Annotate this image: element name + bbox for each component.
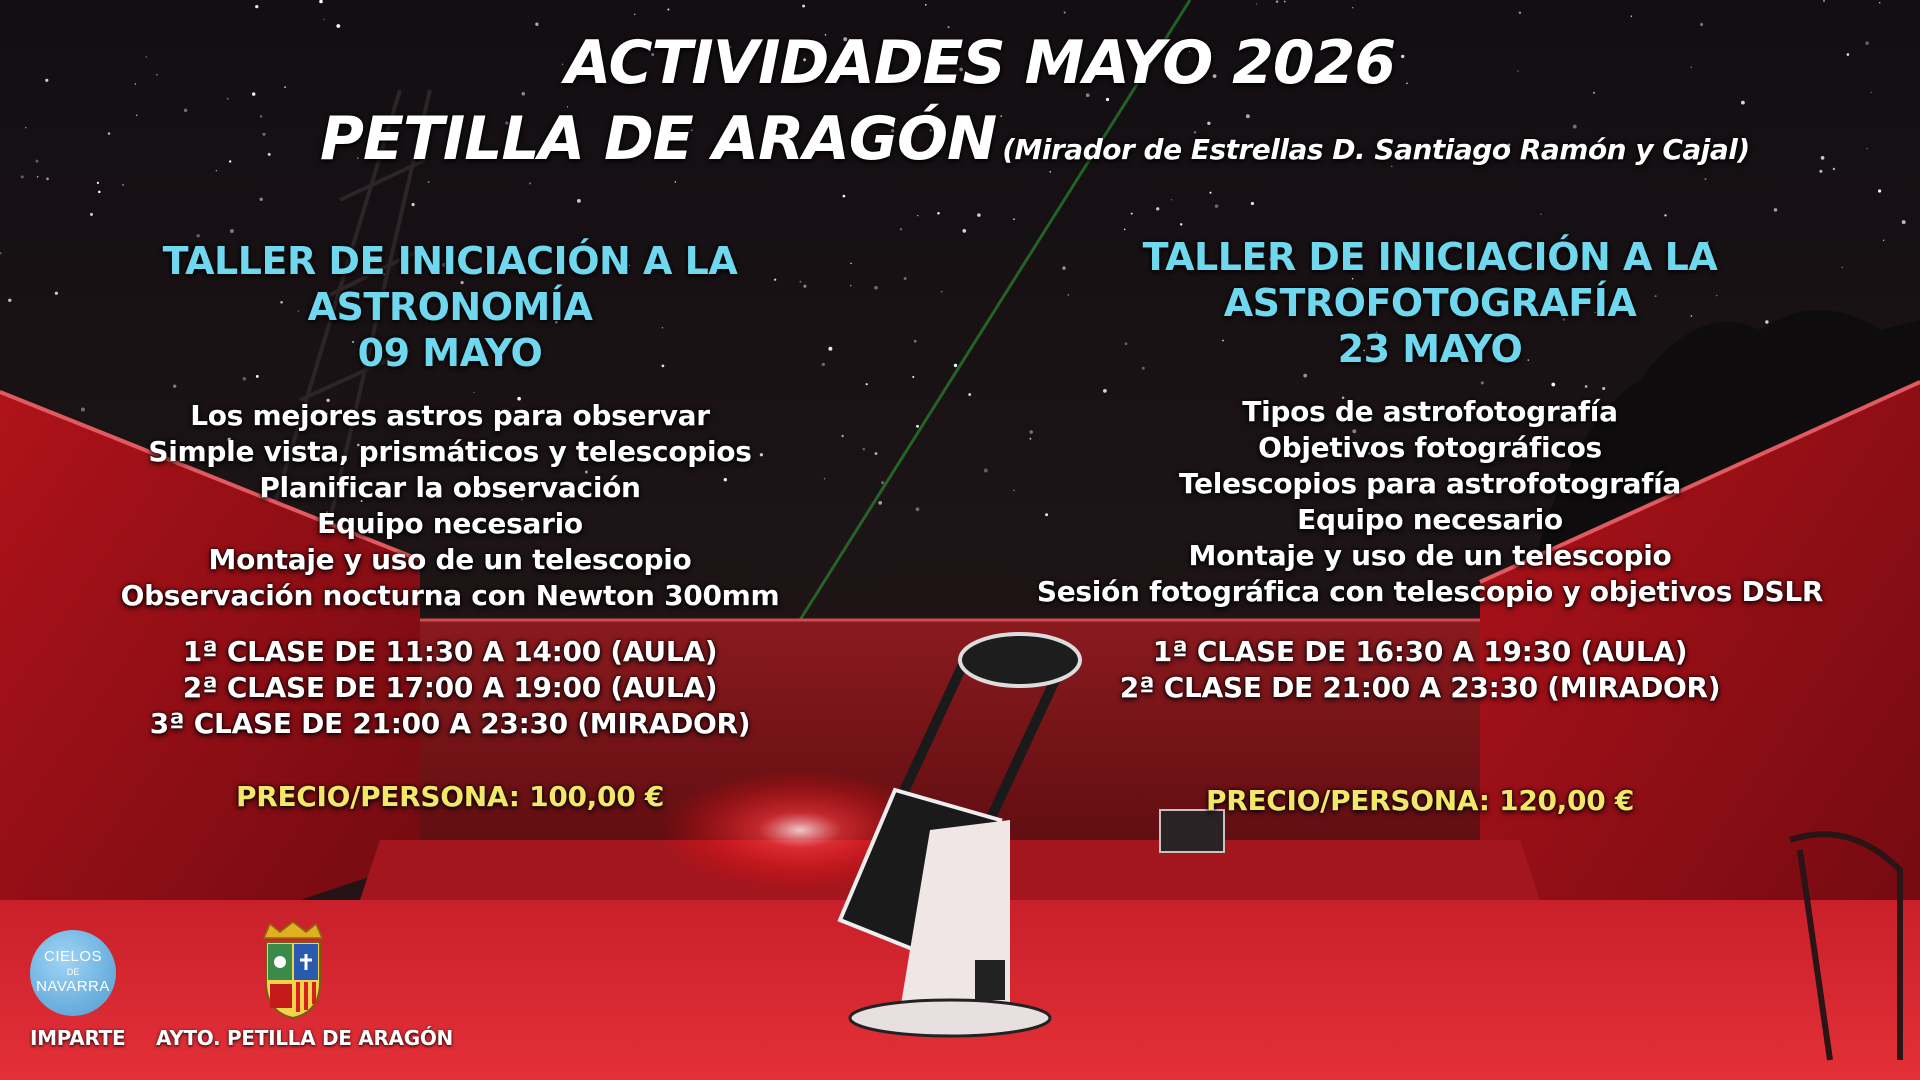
- star: [937, 212, 940, 215]
- schedule-item: 1ª CLASE DE 16:30 A 19:30 (AULA): [1152, 635, 1688, 668]
- schedule-item: 2ª CLASE DE 17:00 A 19:00 (AULA): [182, 671, 718, 704]
- topic-item: Telescopios para astrofotografía: [1179, 467, 1681, 500]
- star: [634, 14, 635, 15]
- cielos-de-navarra-logo: CIELOS DE NAVARRA: [30, 930, 116, 1016]
- star: [535, 23, 538, 26]
- topic-item: Simple vista, prismáticos y telescopios: [148, 435, 752, 468]
- star: [977, 213, 980, 216]
- schedule-item: 1ª CLASE DE 11:30 A 14:00 (AULA): [182, 635, 718, 668]
- star: [1819, 170, 1822, 173]
- topic-item: Montaje y uso de un telescopio: [208, 543, 692, 576]
- star: [802, 5, 805, 8]
- topic-item: Observación nocturna con Newton 300mm: [120, 579, 780, 612]
- star: [197, 234, 200, 237]
- star: [25, 127, 27, 129]
- star: [1131, 213, 1133, 215]
- star: [900, 228, 902, 230]
- star: [1215, 204, 1219, 208]
- star: [1664, 214, 1666, 216]
- star: [37, 176, 39, 178]
- star: [962, 229, 966, 233]
- star: [36, 160, 39, 163]
- star: [97, 182, 99, 184]
- star: [1209, 192, 1211, 194]
- star: [675, 181, 676, 182]
- star: [1833, 168, 1835, 170]
- topic-item: Equipo necesario: [317, 507, 583, 540]
- star: [268, 153, 271, 156]
- location-name: PETILLA DE ARAGÓN: [320, 104, 997, 174]
- star: [136, 114, 138, 116]
- star: [1352, 7, 1354, 9]
- star: [259, 198, 262, 201]
- star: [255, 5, 258, 8]
- petilla-coat-of-arms-icon: [258, 920, 328, 1020]
- star: [184, 109, 187, 112]
- price-label: PRECIO/PERSONA: 100,00 €: [235, 780, 665, 813]
- star: [916, 507, 920, 511]
- star: [1700, 23, 1703, 26]
- star: [941, 291, 943, 293]
- star: [1256, 3, 1257, 4]
- star: [1902, 220, 1906, 224]
- star: [1878, 189, 1881, 192]
- star: [108, 132, 111, 135]
- topic-item: Tipos de astrofotografía: [1242, 395, 1618, 428]
- star: [122, 184, 124, 186]
- star: [21, 175, 24, 178]
- workshop-title: TALLER DE INICIACIÓN A LA ASTROFOTOGRAFÍA: [1142, 235, 1718, 325]
- star: [914, 340, 917, 343]
- workshop-date: 09 MAYO: [357, 331, 543, 375]
- star: [8, 299, 11, 302]
- workshop-astronomy: [20, 238, 880, 813]
- star: [925, 4, 927, 6]
- topic-list: [960, 394, 1900, 610]
- star: [667, 9, 669, 11]
- schedule-list: [20, 634, 880, 742]
- star: [412, 203, 415, 206]
- schedule-list: [960, 634, 1880, 706]
- star: [46, 177, 49, 180]
- star: [323, 19, 324, 20]
- star: [428, 181, 430, 183]
- star: [230, 229, 234, 233]
- page-title: ACTIVIDADES MAYO 2026: [564, 28, 1396, 98]
- star: [1519, 12, 1522, 15]
- star: [1276, 0, 1279, 3]
- workshop-astrophotography: [960, 234, 1900, 817]
- location-title: [320, 104, 1750, 174]
- star: [1821, 156, 1825, 160]
- ayuntamiento-label: AYTO. PETILLA DE ARAGÓN: [156, 1026, 453, 1050]
- topic-item: Los mejores astros para observar: [190, 399, 710, 432]
- star: [904, 277, 907, 280]
- star: [912, 376, 914, 378]
- star: [98, 191, 101, 194]
- topic-item: Equipo necesario: [1297, 503, 1563, 536]
- star: [90, 213, 93, 216]
- star: [1251, 202, 1254, 205]
- price-label: PRECIO/PERSONA: 120,00 €: [1205, 784, 1635, 817]
- imparte-label: IMPARTE: [30, 1026, 126, 1050]
- star: [843, 195, 846, 198]
- star: [917, 215, 918, 216]
- star: [916, 425, 919, 428]
- star: [1879, 2, 1880, 3]
- star: [1540, 214, 1541, 215]
- star: [1284, 1, 1286, 3]
- schedule-item: 3ª CLASE DE 21:00 A 23:30 (MIRADOR): [149, 707, 751, 740]
- star: [1106, 98, 1109, 101]
- star: [1064, 11, 1066, 13]
- star: [577, 199, 581, 203]
- star: [1180, 223, 1182, 225]
- workshop-title: TALLER DE INICIACIÓN A LA ASTRONOMÍA: [162, 239, 738, 329]
- star: [1156, 207, 1159, 210]
- star: [1124, 229, 1125, 230]
- location-subtitle: (Mirador de Estrellas D. Santiago Ramón y Cajal): [1002, 133, 1750, 166]
- star: [262, 133, 265, 136]
- star: [1171, 199, 1172, 200]
- topic-item: Montaje y uso de un telescopio: [1188, 539, 1672, 572]
- workshop-date: 23 MAYO: [1337, 327, 1523, 371]
- star: [1705, 178, 1707, 180]
- star: [954, 364, 957, 367]
- star: [1823, 0, 1825, 2]
- star: [1013, 218, 1015, 220]
- star: [881, 481, 884, 484]
- star: [529, 182, 531, 184]
- star: [216, 170, 217, 171]
- topic-item: Sesión fotográfica con telescopio y objetivos DSLR: [1036, 575, 1824, 608]
- star: [227, 98, 229, 100]
- star: [1866, 148, 1868, 150]
- star: [1631, 16, 1632, 17]
- topic-item: Objetivos fotográficos: [1258, 431, 1602, 464]
- star: [229, 160, 231, 162]
- schedule-item: 2ª CLASE DE 21:00 A 23:30 (MIRADOR): [1119, 671, 1721, 704]
- star: [1774, 208, 1778, 212]
- topic-list: [20, 398, 880, 614]
- topic-item: Planificar la observación: [259, 471, 641, 504]
- star: [260, 115, 262, 117]
